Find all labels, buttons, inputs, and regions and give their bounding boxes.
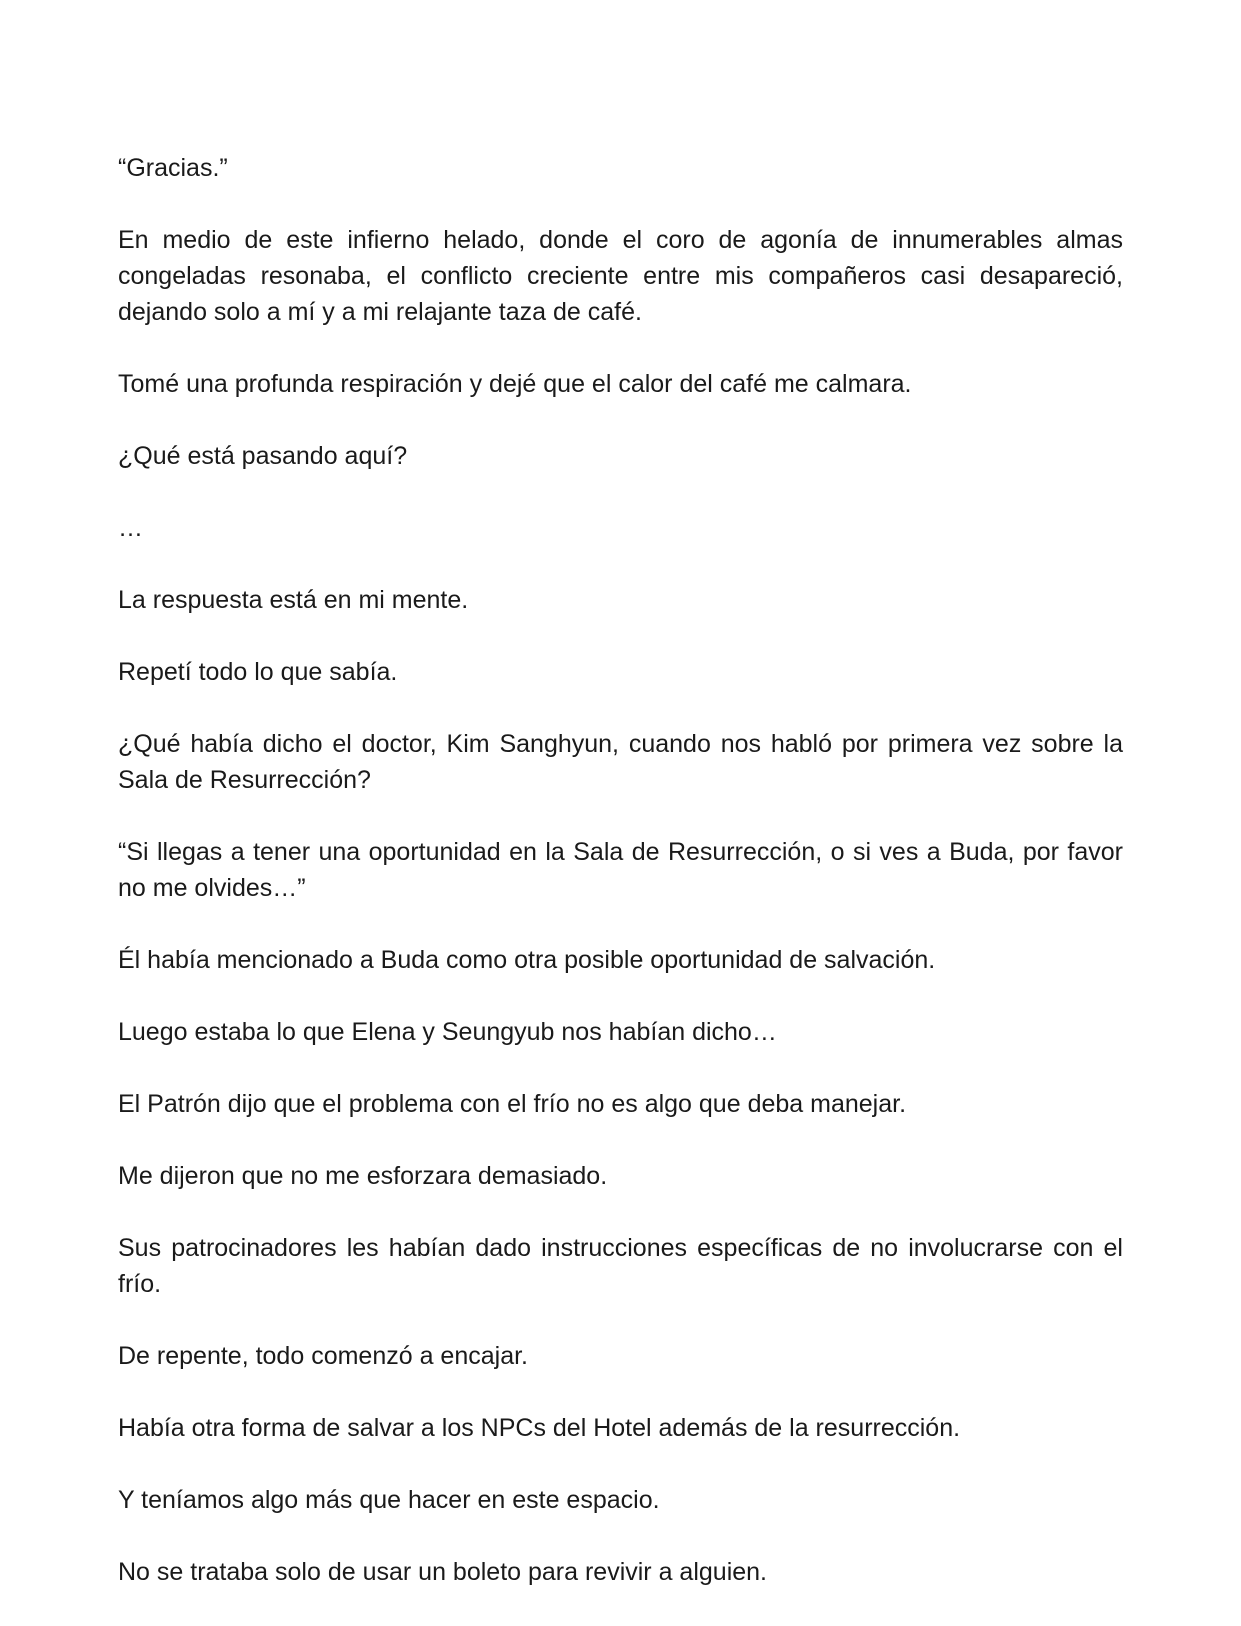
paragraph-4: ¿Qué está pasando aquí?	[118, 442, 408, 470]
paragraph-18: No se trataba solo de usar un boleto para revivir a alguien.	[118, 1558, 767, 1586]
document-page	[118, 150, 1123, 1626]
paragraph-7: Repetí todo lo que sabía.	[118, 658, 398, 686]
paragraph-6: La respuesta está en mi mente.	[118, 586, 469, 614]
paragraph-11: Luego estaba lo que Elena y Seungyub nos habían dicho…	[118, 1018, 777, 1046]
paragraph-2: En medio de este infierno helado, donde el coro de agonía de innumerables almas congeladas resonaba, el conflicto creciente entre mis compañeros casi desapareció, dejando solo a mí y a mi relajante taza de café.	[118, 226, 1123, 326]
paragraph-5: …	[118, 514, 143, 542]
paragraph-12: El Patrón dijo que el problema con el frío no es algo que deba manejar.	[118, 1090, 907, 1118]
paragraph-14: Sus patrocinadores les habían dado instrucciones específicas de no involucrarse con el frío.	[118, 1234, 1123, 1298]
paragraph-8: ¿Qué había dicho el doctor, Kim Sanghyun, cuando nos habló por primera vez sobre la Sala de Resurrección?	[118, 730, 1123, 794]
paragraph-15: De repente, todo comenzó a encajar.	[118, 1342, 528, 1370]
paragraph-1: “Gracias.”	[118, 154, 228, 182]
paragraph-9: “Si llegas a tener una oportunidad en la Sala de Resurrección, o si ves a Buda, por favor no me olvides…”	[118, 838, 1123, 902]
paragraph-3: Tomé una profunda respiración y dejé que el calor del café me calmara.	[118, 370, 912, 398]
paragraph-13: Me dijeron que no me esforzara demasiado.	[118, 1162, 608, 1190]
paragraph-16: Había otra forma de salvar a los NPCs del Hotel además de la resurrección.	[118, 1414, 961, 1442]
paragraph-17: Y teníamos algo más que hacer en este espacio.	[118, 1486, 660, 1514]
paragraph-10: Él había mencionado a Buda como otra posible oportunidad de salvación.	[118, 946, 936, 974]
